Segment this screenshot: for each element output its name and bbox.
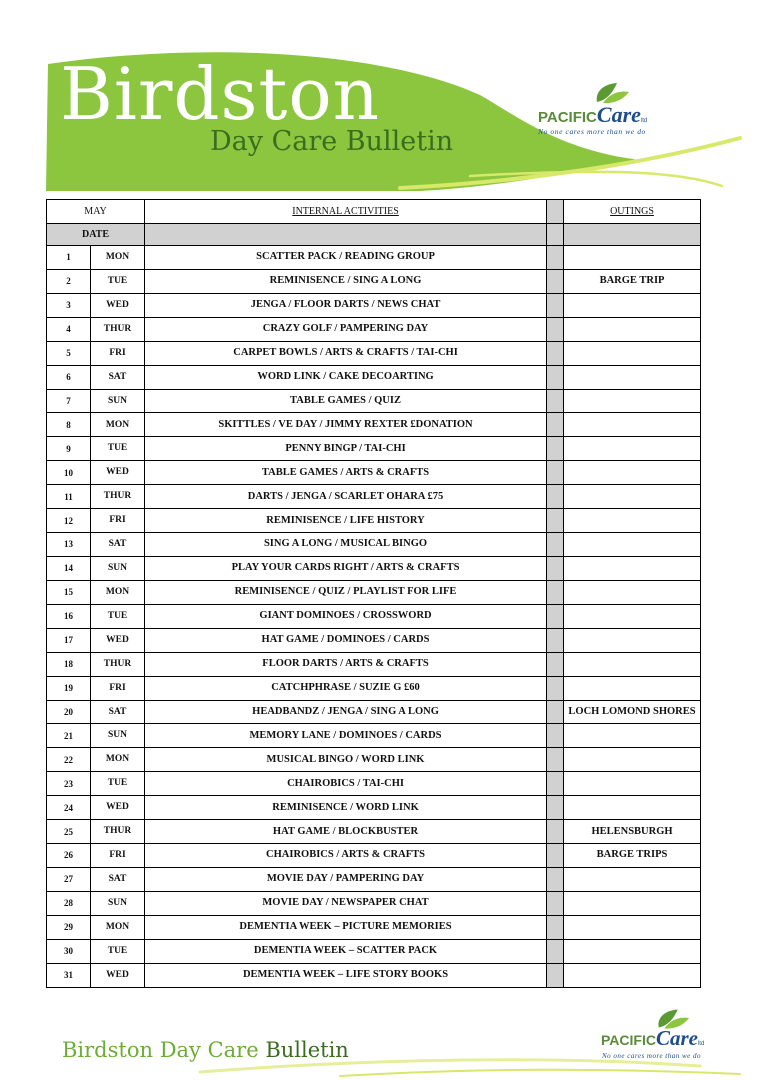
row-date: 19 (47, 676, 91, 700)
row-activities: TABLE GAMES / QUIZ (145, 389, 547, 413)
row-date: 16 (47, 604, 91, 628)
row-day: SUN (91, 724, 145, 748)
row-activities: SING A LONG / MUSICAL BINGO (145, 533, 547, 557)
separator-cell (547, 772, 564, 796)
row-date: 10 (47, 461, 91, 485)
row-day: FRI (91, 509, 145, 533)
row-date: 15 (47, 580, 91, 604)
table-row (47, 748, 701, 772)
row-date: 25 (47, 820, 91, 844)
row-outing: HELENSBURGH (564, 820, 701, 844)
separator-cell (547, 200, 564, 224)
separator-cell (547, 224, 564, 246)
separator-cell (547, 915, 564, 939)
logo-brand-part1: PACIFIC (538, 109, 597, 126)
separator-cell (547, 246, 564, 270)
table-row (47, 269, 701, 293)
month-header: MAY (47, 200, 145, 224)
row-day: MON (91, 915, 145, 939)
row-outing (564, 413, 701, 437)
row-date: 26 (47, 844, 91, 868)
row-date: 3 (47, 293, 91, 317)
row-activities: HAT GAME / BLOCKBUSTER (145, 820, 547, 844)
row-outing (564, 317, 701, 341)
row-day: FRI (91, 676, 145, 700)
row-date: 9 (47, 437, 91, 461)
row-date: 4 (47, 317, 91, 341)
row-activities: DARTS / JENGA / SCARLET OHARA £75 (145, 485, 547, 509)
row-outing (564, 437, 701, 461)
row-outing (564, 365, 701, 389)
row-outing: LOCH LOMOND SHORES (564, 700, 701, 724)
row-outing: BARGE TRIPS (564, 844, 701, 868)
header-banner (0, 0, 764, 200)
separator-cell (547, 844, 564, 868)
row-day: WED (91, 628, 145, 652)
table-header-row (47, 200, 701, 224)
row-day: MON (91, 246, 145, 270)
row-day: FRI (91, 844, 145, 868)
row-outing (564, 293, 701, 317)
row-activities: JENGA / FLOOR DARTS / NEWS CHAT (145, 293, 547, 317)
date-label-blank (145, 224, 547, 246)
row-activities: DEMENTIA WEEK – PICTURE MEMORIES (145, 915, 547, 939)
row-outing (564, 533, 701, 557)
row-activities: MOVIE DAY / PAMPERING DAY (145, 867, 547, 891)
row-day: SUN (91, 891, 145, 915)
table-row (47, 365, 701, 389)
row-date: 27 (47, 867, 91, 891)
footer-title-part2: Bulletin (265, 1038, 349, 1062)
table-row (47, 915, 701, 939)
row-outing (564, 485, 701, 509)
row-date: 18 (47, 652, 91, 676)
row-day: TUE (91, 437, 145, 461)
separator-cell (547, 580, 564, 604)
row-day: SUN (91, 389, 145, 413)
table-row (47, 724, 701, 748)
row-outing (564, 939, 701, 963)
separator-cell (547, 556, 564, 580)
row-day: TUE (91, 604, 145, 628)
row-activities: FLOOR DARTS / ARTS & CRAFTS (145, 652, 547, 676)
separator-cell (547, 437, 564, 461)
row-day: SAT (91, 533, 145, 557)
logo-tagline: No one cares more than we do (538, 127, 646, 136)
separator-cell (547, 891, 564, 915)
row-outing (564, 748, 701, 772)
separator-cell (547, 724, 564, 748)
row-day: SAT (91, 700, 145, 724)
footer-title-part1: Birdston Day Care (62, 1038, 259, 1062)
table-row (47, 891, 701, 915)
row-activities: CHAIROBICS / TAI-CHI (145, 772, 547, 796)
row-date: 23 (47, 772, 91, 796)
row-activities: PLAY YOUR CARDS RIGHT / ARTS & CRAFTS (145, 556, 547, 580)
row-outing (564, 389, 701, 413)
row-outing (564, 341, 701, 365)
table-row (47, 652, 701, 676)
row-day: FRI (91, 341, 145, 365)
separator-cell (547, 700, 564, 724)
row-activities: MUSICAL BINGO / WORD LINK (145, 748, 547, 772)
table-row (47, 389, 701, 413)
row-activities: DEMENTIA WEEK – SCATTER PACK (145, 939, 547, 963)
date-label: DATE (47, 224, 145, 246)
row-date: 17 (47, 628, 91, 652)
separator-cell (547, 820, 564, 844)
row-activities: CHAIROBICS / ARTS & CRAFTS (145, 844, 547, 868)
row-activities: TABLE GAMES / ARTS & CRAFTS (145, 461, 547, 485)
logo-tagline: No one cares more than we do (602, 1052, 702, 1060)
row-date: 5 (47, 341, 91, 365)
row-date: 24 (47, 796, 91, 820)
table-row (47, 939, 701, 963)
row-outing (564, 246, 701, 270)
table-row (47, 963, 701, 987)
separator-cell (547, 317, 564, 341)
logo-brand (538, 104, 647, 126)
row-date: 6 (47, 365, 91, 389)
table-row (47, 556, 701, 580)
logo-brand-part2: Care (655, 1026, 698, 1050)
table-row (47, 533, 701, 557)
footer-title (62, 1040, 349, 1061)
row-day: THUR (91, 317, 145, 341)
logo-brand-part1: PACIFIC (601, 1032, 656, 1048)
row-outing (564, 580, 701, 604)
table-row (47, 485, 701, 509)
row-date: 14 (47, 556, 91, 580)
row-day: THUR (91, 652, 145, 676)
separator-cell (547, 413, 564, 437)
logo-brand-part2: Care (596, 102, 641, 127)
row-activities: REMINISENCE / WORD LINK (145, 796, 547, 820)
row-activities: HEADBANDZ / JENGA / SING A LONG (145, 700, 547, 724)
table-row (47, 341, 701, 365)
separator-cell (547, 604, 564, 628)
row-outing (564, 652, 701, 676)
row-day: MON (91, 580, 145, 604)
table-body (47, 200, 701, 988)
table-row (47, 246, 701, 270)
leaf-icon (591, 82, 631, 104)
separator-cell (547, 293, 564, 317)
separator-cell (547, 269, 564, 293)
row-outing (564, 604, 701, 628)
row-activities: REMINISENCE / LIFE HISTORY (145, 509, 547, 533)
logo-brand-suffix: ltd (640, 118, 648, 124)
separator-cell (547, 939, 564, 963)
table-row (47, 413, 701, 437)
row-date: 7 (47, 389, 91, 413)
separator-cell (547, 389, 564, 413)
separator-cell (547, 652, 564, 676)
row-date: 22 (47, 748, 91, 772)
table-row (47, 317, 701, 341)
row-outing (564, 867, 701, 891)
separator-cell (547, 365, 564, 389)
row-date: 30 (47, 939, 91, 963)
row-activities: PENNY BINGP / TAI-CHI (145, 437, 547, 461)
separator-cell (547, 867, 564, 891)
row-activities: WORD LINK / CAKE DECOARTING (145, 365, 547, 389)
row-outing: BARGE TRIP (564, 269, 701, 293)
separator-cell (547, 509, 564, 533)
row-outing (564, 676, 701, 700)
row-day: WED (91, 293, 145, 317)
row-outing (564, 628, 701, 652)
row-outing (564, 461, 701, 485)
row-date: 12 (47, 509, 91, 533)
row-day: TUE (91, 772, 145, 796)
row-date: 2 (47, 269, 91, 293)
row-day: WED (91, 796, 145, 820)
outings-header: OUTINGS (564, 200, 701, 224)
row-date: 13 (47, 533, 91, 557)
row-activities: CARPET BOWLS / ARTS & CRAFTS / TAI-CHI (145, 341, 547, 365)
row-day: MON (91, 748, 145, 772)
table-row (47, 509, 701, 533)
table-row (47, 867, 701, 891)
separator-cell (547, 748, 564, 772)
table-row (47, 796, 701, 820)
row-date: 31 (47, 963, 91, 987)
table-row (47, 437, 701, 461)
row-day: THUR (91, 485, 145, 509)
row-activities: MEMORY LANE / DOMINOES / CARDS (145, 724, 547, 748)
row-date: 28 (47, 891, 91, 915)
logo-brand (601, 1028, 704, 1049)
separator-cell (547, 341, 564, 365)
row-date: 29 (47, 915, 91, 939)
row-outing (564, 963, 701, 987)
table-row (47, 293, 701, 317)
row-outing (564, 891, 701, 915)
table-row (47, 676, 701, 700)
separator-cell (547, 461, 564, 485)
row-date: 1 (47, 246, 91, 270)
table-row (47, 700, 701, 724)
pacific-care-logo-footer (601, 1008, 751, 1063)
separator-cell (547, 796, 564, 820)
table-row (47, 820, 701, 844)
bulletin-title: Birdston (60, 52, 381, 136)
separator-cell (547, 963, 564, 987)
row-date: 20 (47, 700, 91, 724)
table-row (47, 604, 701, 628)
row-day: SAT (91, 365, 145, 389)
row-activities: CATCHPHRASE / SUZIE G £60 (145, 676, 547, 700)
table-row (47, 772, 701, 796)
date-label-row (47, 224, 701, 246)
row-outing (564, 556, 701, 580)
row-activities: GIANT DOMINOES / CROSSWORD (145, 604, 547, 628)
separator-cell (547, 533, 564, 557)
row-outing (564, 509, 701, 533)
row-activities: SCATTER PACK / READING GROUP (145, 246, 547, 270)
row-activities: HAT GAME / DOMINOES / CARDS (145, 628, 547, 652)
row-activities: REMINISENCE / QUIZ / PLAYLIST FOR LIFE (145, 580, 547, 604)
row-outing (564, 772, 701, 796)
row-day: TUE (91, 269, 145, 293)
separator-cell (547, 485, 564, 509)
table-row (47, 844, 701, 868)
row-activities: SKITTLES / VE DAY / JIMMY REXTER £DONATION (145, 413, 547, 437)
row-day: TUE (91, 939, 145, 963)
row-outing (564, 724, 701, 748)
row-day: MON (91, 413, 145, 437)
separator-cell (547, 628, 564, 652)
separator-cell (547, 676, 564, 700)
row-day: WED (91, 963, 145, 987)
row-date: 11 (47, 485, 91, 509)
date-label-blank (564, 224, 701, 246)
row-activities: DEMENTIA WEEK – LIFE STORY BOOKS (145, 963, 547, 987)
row-outing (564, 915, 701, 939)
row-date: 21 (47, 724, 91, 748)
row-activities: REMINISENCE / SING A LONG (145, 269, 547, 293)
table-row (47, 628, 701, 652)
row-outing (564, 796, 701, 820)
row-day: SAT (91, 867, 145, 891)
bulletin-subtitle: Day Care Bulletin (210, 126, 454, 157)
table-row (47, 461, 701, 485)
logo-brand-suffix: ltd (697, 1041, 705, 1047)
activities-table (46, 199, 701, 988)
row-day: THUR (91, 820, 145, 844)
row-activities: CRAZY GOLF / PAMPERING DAY (145, 317, 547, 341)
activities-header: INTERNAL ACTIVITIES (145, 200, 547, 224)
row-date: 8 (47, 413, 91, 437)
row-day: SUN (91, 556, 145, 580)
row-day: WED (91, 461, 145, 485)
pacific-care-logo (535, 82, 735, 142)
table-row (47, 580, 701, 604)
row-activities: MOVIE DAY / NEWSPAPER CHAT (145, 891, 547, 915)
